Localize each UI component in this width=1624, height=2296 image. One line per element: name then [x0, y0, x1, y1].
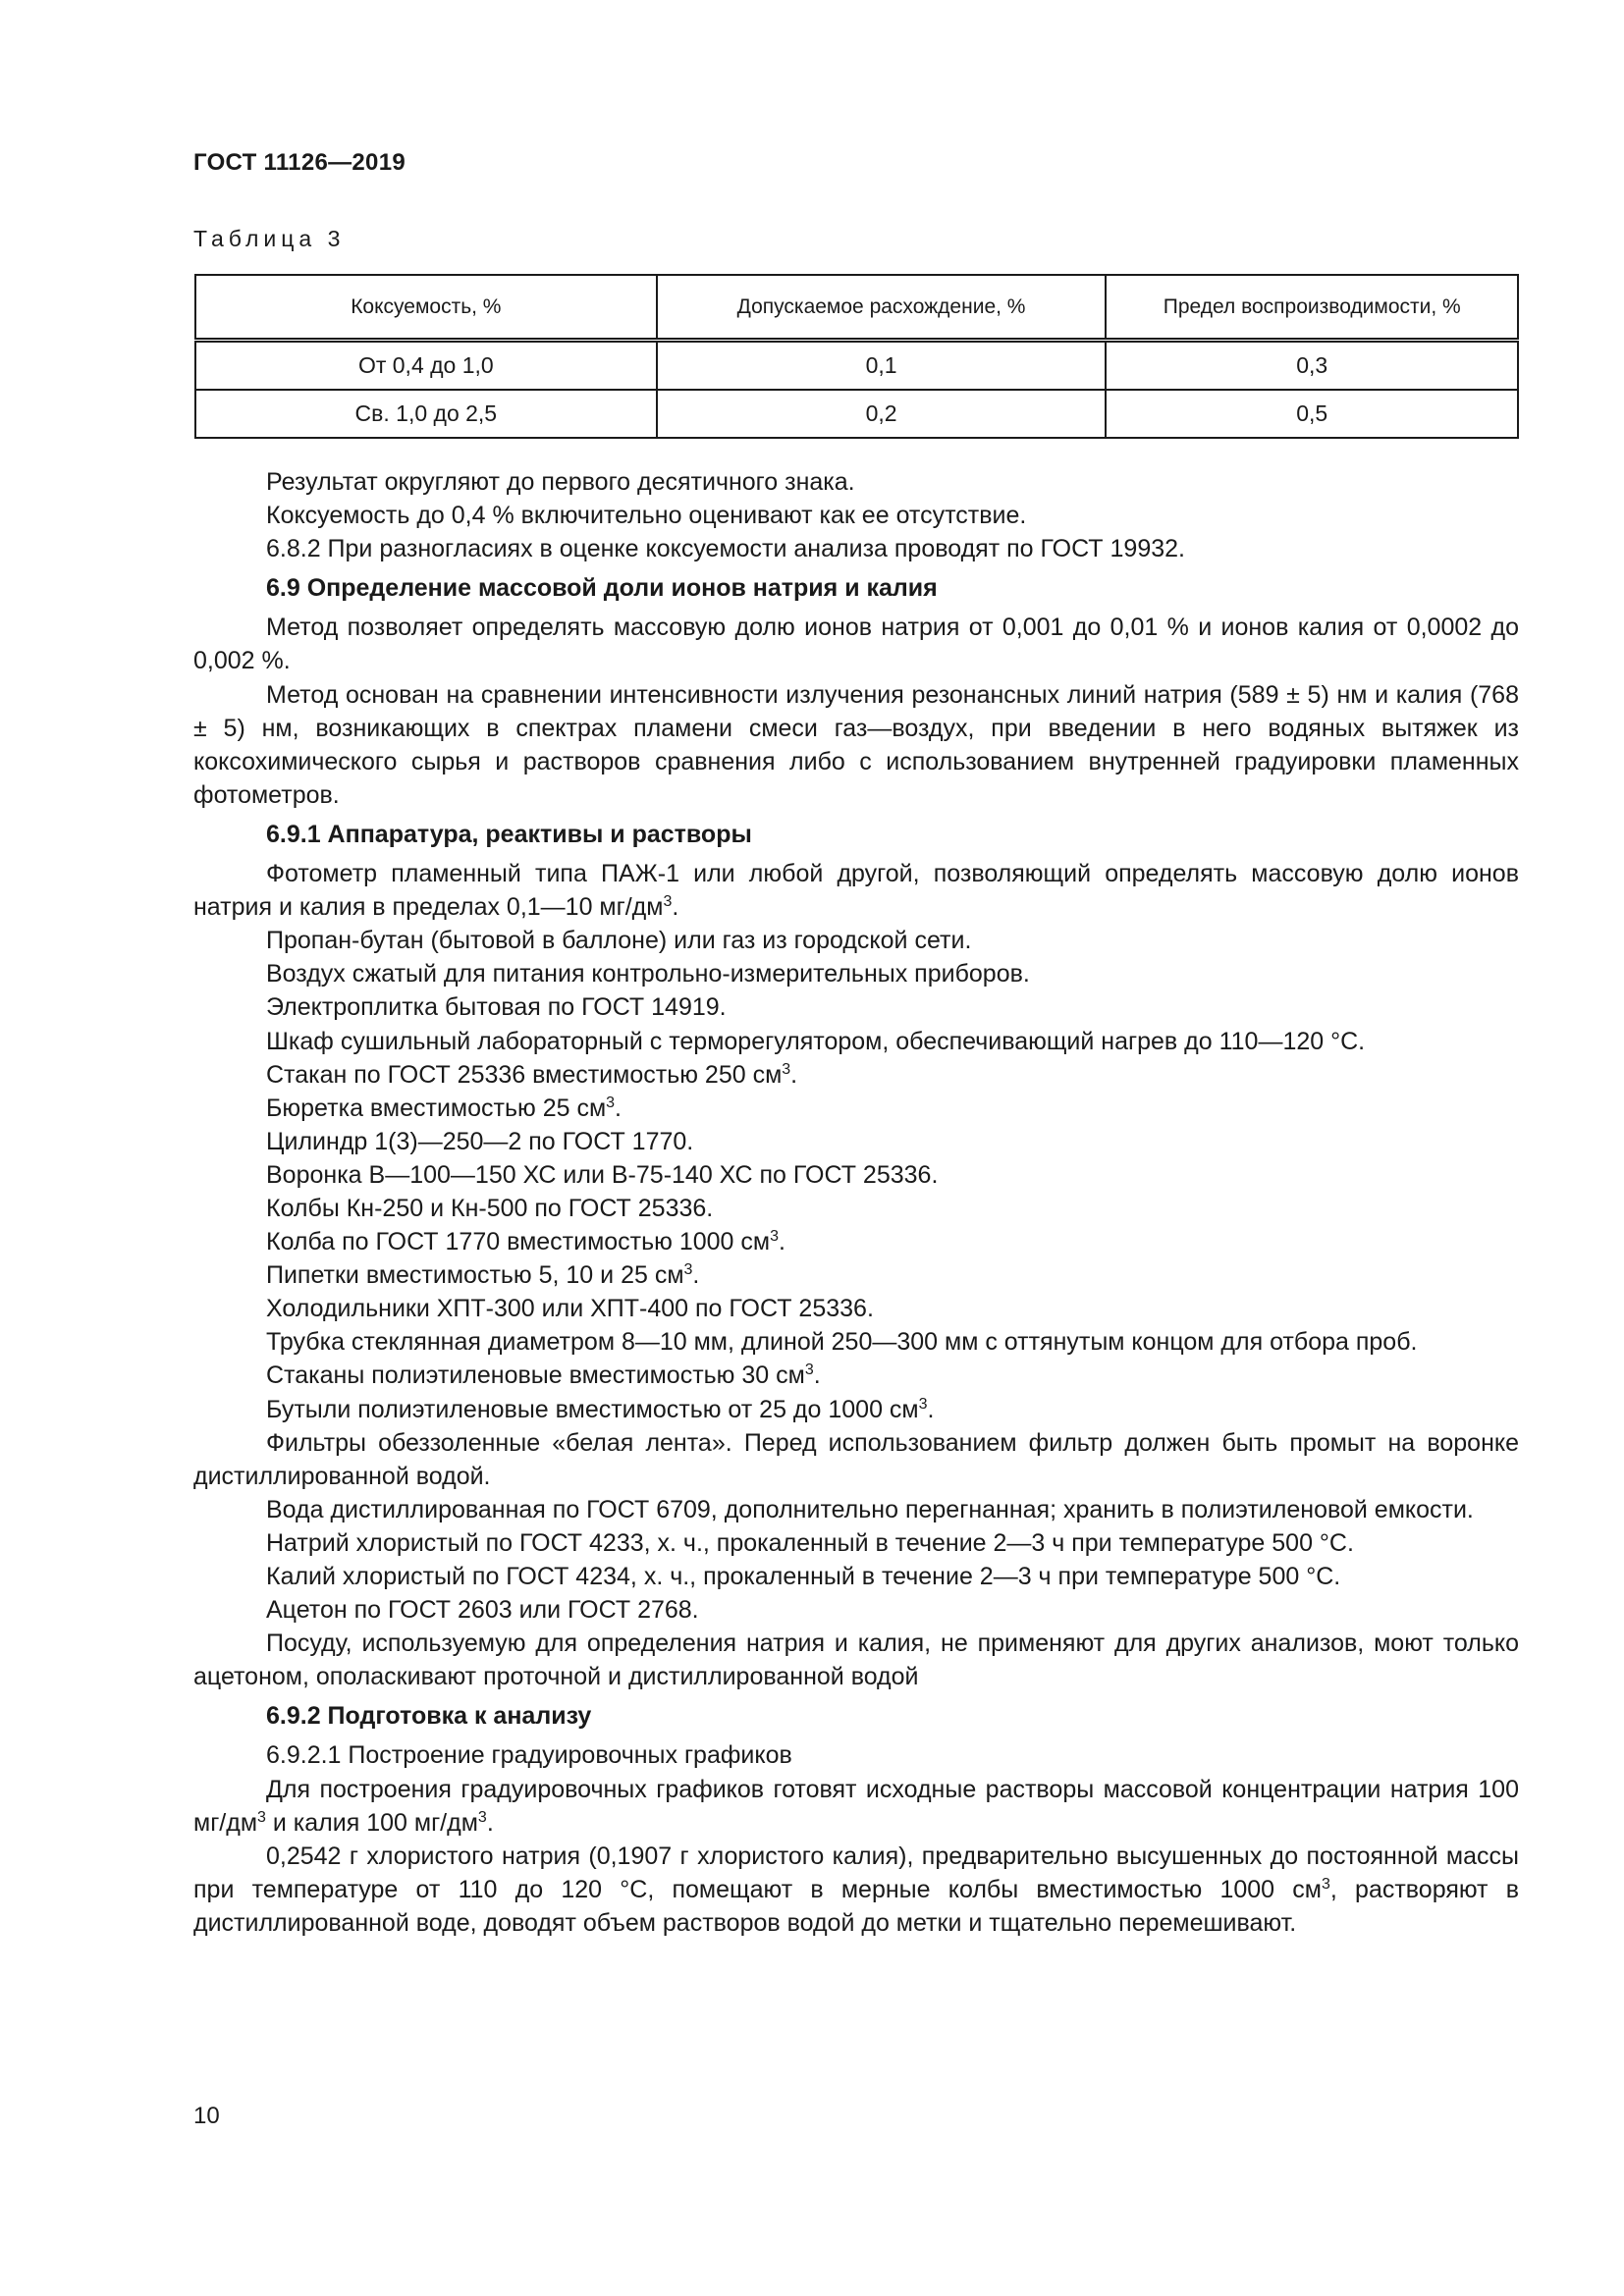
equipment-item: Пропан-бутан (бытовой в баллоне) или газ из городской сети. [266, 927, 972, 955]
equipment-item: Вода дистиллированная по ГОСТ 6709, дополнительно перегнанная; хранить в полиэтиленовой емкости. [266, 1495, 1474, 1523]
equipment-item: Трубка стеклянная диаметром 8—10 мм, длиной 250—300 мм с оттянутым концом для отбора проб. [266, 1328, 1418, 1357]
equipment-item: Фотометр пламенный типа ПАЖ-1 или любой другой, позволяющий определять массовую долю ионов натрия и калия в пределах 0,1—10 $мг/дм^3$. [193, 860, 1519, 922]
section-heading-6-9-1: 6.9.1 Аппаратура, реактивы и растворы [266, 820, 752, 848]
section-heading-6-9: 6.9 Определение массовой доли ионов натрия и калия [266, 574, 938, 603]
equipment-item: Цилиндр 1(3)—250—2 по ГОСТ 1770. [266, 1127, 694, 1155]
table-caption: Таблица 3 [193, 226, 346, 251]
table-cell: 0,5 [1106, 390, 1518, 438]
table-cell: 0,2 [657, 390, 1107, 438]
column-header: Коксуемость, % [195, 275, 657, 341]
paragraph: Коксуемость до 0,4 % включительно оценивают как ее отсутствие. [266, 502, 1027, 530]
equipment-item: Фильтры обеззоленные «белая лента». Перед использованием фильтр должен быть промыт на воронке дистиллированной водой. [193, 1428, 1519, 1490]
equipment-item: Бюретка вместимостью 25 $см^3$. [266, 1094, 622, 1122]
column-header: Предел воспроизводимости, % [1106, 275, 1518, 341]
equipment-item: Натрий хлористый по ГОСТ 4233, х. ч., прокаленный в течение 2—3 ч при температуре 500 °С. [266, 1528, 1354, 1557]
table-row [195, 390, 1518, 438]
table-cell: 0,3 [1106, 341, 1518, 391]
equipment-item: Колба по ГОСТ 1770 вместимостью 1000 $см^3$. [266, 1228, 785, 1256]
table-header-row [195, 275, 1518, 341]
equipment-item: Холодильники ХПТ-300 или ХПТ-400 по ГОСТ 25336. [266, 1295, 874, 1323]
equipment-item: Стакан по ГОСТ 25336 вместимостью 250 $см^3$. [266, 1060, 798, 1089]
equipment-item: Шкаф сушильный лабораторный с терморегулятором, обеспечивающий нагрев до 110—120 °С. [266, 1027, 1366, 1055]
paragraph: Метод основан на сравнении интенсивности излучения резонансных линий натрия (589 ± 5) нм и калия (768 ± 5) нм, возникающих в спектрах пламени смеси газ—воздух, при введении в него водяных вытяжек из коксохимического сырья и растворов сравнения либо с использованием внутренней градуировки пламенных фотометров. [193, 680, 1519, 809]
page-number: 10 [193, 2103, 220, 2129]
section-heading-6-9-2: 6.9.2 Подготовка к анализу [266, 1702, 592, 1731]
equipment-item: Стаканы полиэтиленовые вместимостью 30 $см^3$. [266, 1362, 821, 1390]
equipment-item: Колбы Кн-250 и Кн-500 по ГОСТ 25336. [266, 1194, 714, 1222]
tolerance-table [194, 274, 1519, 439]
equipment-item: Калий хлористый по ГОСТ 4234, х. ч., прокаленный в течение 2—3 ч при температуре 500 °С. [266, 1563, 1341, 1590]
paragraph: Метод позволяет определять массовую долю ионов натрия от 0,001 до 0,01 % и ионов калия от 0,0002 до 0,002 %. [193, 614, 1519, 675]
equipment-item: Воздух сжатый для питания контрольно-измерительных приборов. [266, 960, 1030, 988]
document-header: ГОСТ 11126—2019 [193, 149, 406, 176]
equipment-item: Воронка В—100—150 ХС или В-75-140 ХС по ГОСТ 25336. [266, 1160, 939, 1189]
table-row [195, 341, 1518, 391]
document-body [193, 465, 1519, 1940]
paragraph: Для построения градуировочных графиков готовят исходные растворы массовой концентрации натрия 100 $мг/дм^3$ и калия 100 $мг/дм^3$. [193, 1775, 1519, 1837]
table-cell: От 0,4 до 1,0 [195, 341, 657, 391]
paragraph: 6.8.2 При разногласиях в оценке коксуемости анализа проводят по ГОСТ 19932. [266, 535, 1185, 563]
column-header: Допускаемое расхождение, % [657, 275, 1107, 341]
table-cell: 0,1 [657, 341, 1107, 391]
subsection-title: 6.9.2.1 Построение градуировочных графиков [266, 1741, 792, 1770]
paragraph: 0,2542 г хлористого натрия (0,1907 г хлористого калия), предварительно высушенных до постоянной массы при температуре от 110 до 120 °С, помещают в мерные колбы вместимостью 1000 $см^3$, растворяют в дистиллированной воде, доводят объем растворов водой до метки и тщательно перемешивают. [193, 1842, 1520, 1937]
equipment-item: Пипетки вместимостью 5, 10 и 25 $см^3$. [266, 1261, 700, 1290]
equipment-item: Ацетон по ГОСТ 2603 или ГОСТ 2768. [266, 1596, 699, 1625]
table-cell: Св. 1,0 до 2,5 [195, 390, 657, 438]
equipment-item: Бутыли полиэтиленовые вместимостью от 25 до 1000 $см^3$. [266, 1395, 935, 1423]
paragraph: Посуду, используемую для определения натрия и калия, не применяют для других анализов, моют только ацетоном, ополаскивают проточной и дистиллированной водой [193, 1629, 1519, 1691]
equipment-item: Электроплитка бытовая по ГОСТ 14919. [266, 993, 727, 1022]
paragraph: Результат округляют до первого десятичного знака. [266, 468, 855, 496]
